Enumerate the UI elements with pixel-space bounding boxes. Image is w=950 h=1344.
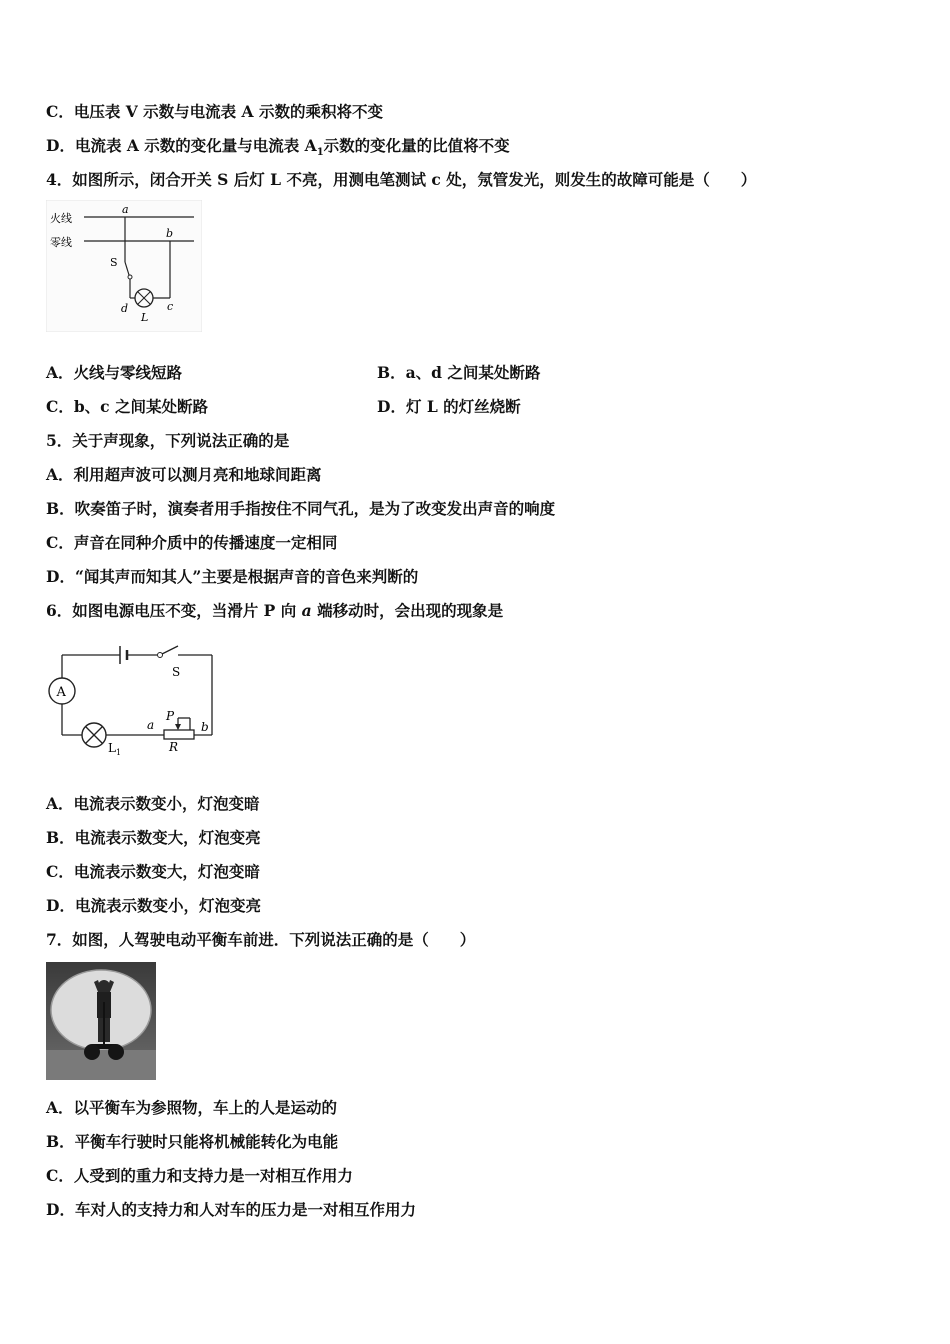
- q6-circuit-figure: [44, 640, 220, 760]
- photo-person-leg-right: [105, 1018, 110, 1042]
- switch-s-label: S: [172, 665, 181, 679]
- photo-person-leg-left: [98, 1018, 103, 1042]
- q5-option-c: C．声音在同种介质中的传播速度一定相同: [46, 533, 338, 552]
- switch-label: S: [110, 256, 118, 269]
- q5-option-d: D．“闻其声而知其人”主要是根据声音的音色来判断的: [46, 567, 419, 586]
- q6-option-b: B．电流表示数变大，灯泡变亮: [46, 828, 261, 847]
- point-d-label: d: [121, 302, 129, 315]
- point-a-label: a: [122, 203, 129, 216]
- q6-option-a: A．电流表示数变小，灯泡变暗: [46, 794, 260, 813]
- q6-option-d: D．电流表示数变小，灯泡变亮: [46, 896, 261, 915]
- q6-stem-text-end: 端移动时，会出现的现象是: [311, 601, 504, 620]
- q3-option-d-text-end: 示数的变化量的比值将不变: [323, 136, 510, 155]
- q4-option-c: C．b、c 之间某处断路: [46, 397, 209, 416]
- q3-option-c: C．电压表 V 示数与电流表 A 示数的乘积将不变: [46, 102, 383, 121]
- q6-stem-text: 6．如图电源电压不变，当滑片 P 向: [46, 601, 302, 620]
- q3-option-d-text: D．电流表 A 示数的变化量与电流表 A: [46, 136, 317, 155]
- q6-option-c: C．电流表示数变大，灯泡变暗: [46, 862, 260, 881]
- live-wire-label: 火线: [50, 212, 72, 225]
- q3-option-d: [46, 136, 510, 163]
- photo-car-wheel-right: [108, 1044, 124, 1060]
- q7-option-b: B．平衡车行驶时只能将机械能转化为电能: [46, 1132, 339, 1151]
- slider-p-arrow: [175, 724, 181, 730]
- q3-option-d-subscript: 1: [316, 147, 324, 159]
- lamp-l1-letter: L: [108, 741, 116, 755]
- ammeter-label: A: [56, 685, 66, 700]
- q7-option-a: A．以平衡车为参照物，车上的人是运动的: [46, 1098, 338, 1117]
- q7-stem: 7．如图，人驾驶电动平衡车前进．下列说法正确的是（ ）: [46, 930, 476, 949]
- q4-stem: 4．如图所示，闭合开关 S 后灯 L 不亮，用测电笔测试 c 处，氖管发光，则发生的故障可能是（ ）: [46, 170, 757, 189]
- slider-p-label: P: [166, 709, 175, 723]
- q7-option-c: C．人受到的重力和支持力是一对相互作用力: [46, 1166, 353, 1185]
- photo-ground: [46, 1050, 156, 1080]
- rheostat-b-label: b: [201, 720, 209, 734]
- rheostat-a-label: a: [147, 718, 155, 732]
- lamp-l1-label: [108, 741, 121, 757]
- point-b-label: b: [166, 227, 174, 240]
- lamp-label: L: [141, 311, 149, 324]
- neutral-wire-label: 零线: [50, 236, 72, 249]
- q4-option-d: D．灯 L 的灯丝烧断: [377, 397, 521, 416]
- photo-car-wheel-left: [84, 1044, 100, 1060]
- q6-stem: [46, 601, 503, 621]
- q7-option-d: D．车对人的支持力和人对车的压力是一对相互作用力: [46, 1200, 416, 1219]
- switch-lever: [162, 646, 178, 654]
- switch-pivot: [158, 653, 163, 658]
- lamp-l1-subscript: 1: [115, 748, 122, 757]
- q4-option-b: B．a、d 之间某处断路: [377, 363, 541, 382]
- q4-option-a: A．火线与零线短路: [46, 363, 183, 382]
- q7-balance-car-photo: [46, 962, 156, 1080]
- rheostat-r-label: R: [169, 740, 179, 754]
- point-c-label: c: [167, 300, 174, 313]
- q6-stem-a: a: [301, 601, 312, 620]
- q5-option-b: B．吹奏笛子时，演奏者用手指按住不同气孔，是为了改变发出声音的响度: [46, 499, 556, 518]
- q5-stem: 5．关于声现象，下列说法正确的是: [46, 431, 290, 450]
- q4-circuit-figure: [46, 200, 202, 332]
- q5-option-a: A．利用超声波可以测月亮和地球间距离: [46, 465, 322, 484]
- rheostat-r: [164, 730, 194, 739]
